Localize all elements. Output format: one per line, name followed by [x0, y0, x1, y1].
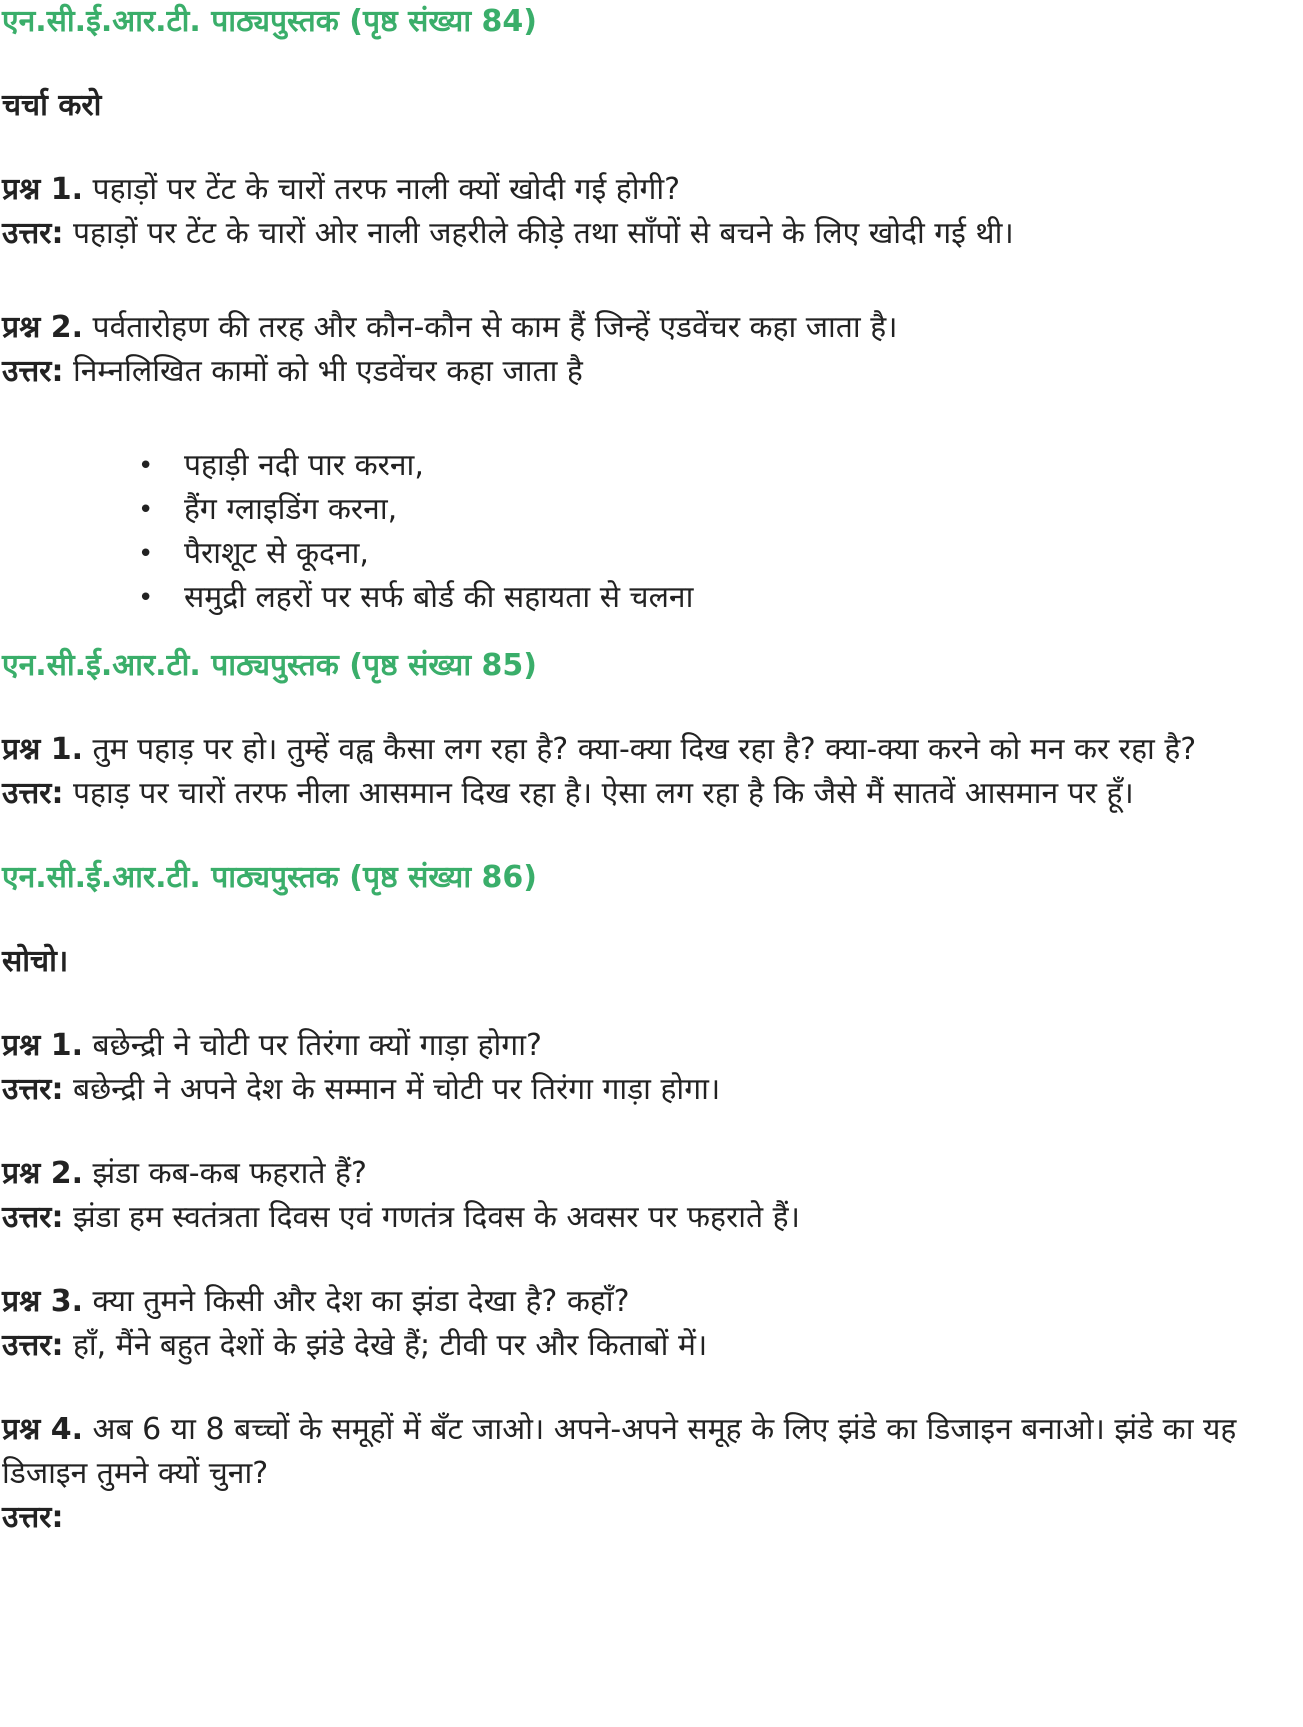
question-text: पर्वतारोहण की तरह और कौन-कौन से काम हैं जिन्हें एडवेंचर कहा जाता है। [92, 310, 898, 345]
question [2, 1408, 1303, 1496]
answer-label: उत्तर: [2, 216, 64, 251]
list-item: • पैराशूट से कूदना, [184, 532, 1303, 576]
answer-label: उत्तर: [2, 354, 64, 389]
answer-label: उत्तर: [2, 1072, 64, 1107]
qa-block [2, 1280, 1303, 1368]
question [2, 1152, 1303, 1196]
qa-block [2, 306, 1303, 620]
question [2, 1024, 1303, 1068]
question-label: प्रश्न 1. [2, 1028, 83, 1063]
answer-label: उत्तर: [2, 776, 64, 811]
question-label: प्रश्न 1. [2, 732, 83, 767]
bullet-list [2, 444, 1303, 620]
list-item: • पहाड़ी नदी पार करना, [184, 444, 1303, 488]
section-page-86 [2, 856, 1303, 1540]
answer-label: उत्तर: [2, 1328, 64, 1363]
qa-block [2, 728, 1303, 816]
section-subheading: सोचो। [2, 944, 69, 979]
answer [2, 1068, 1303, 1112]
answer [2, 350, 1303, 394]
answer-text: बछेन्द्री ने अपने देश के सम्मान में चोटी पर तिरंगा गाड़ा होगा। [72, 1072, 721, 1107]
bullet-icon: • [138, 539, 154, 569]
question-text: पहाड़ों पर टेंट के चारों तरफ नाली क्यों खोदी गई होगी? [92, 172, 681, 207]
answer-text: झंडा हम स्वतंत्रता दिवस एवं गणतंत्र दिवस के अवसर पर फहराते हैं। [72, 1200, 800, 1235]
section-subheading: चर्चा करो [2, 88, 102, 123]
question-label: प्रश्न 4. [2, 1412, 83, 1447]
question-label: प्रश्न 1. [2, 172, 83, 207]
question [2, 1280, 1303, 1324]
bullet-icon: • [138, 495, 154, 525]
list-item: • समुद्री लहरों पर सर्फ बोर्ड की सहायता से चलना [184, 576, 1303, 620]
section-page-84 [2, 0, 1303, 620]
question [2, 306, 1303, 350]
answer [2, 212, 1303, 256]
answer-text: हाँ, मैंने बहुत देशों के झंडे देखे हैं; टीवी पर और किताबों में। [72, 1328, 708, 1363]
bullet-icon: • [138, 583, 154, 613]
answer [2, 1496, 1303, 1540]
qa-block [2, 1408, 1303, 1540]
section-heading: एन.सी.ई.आर.टी. पाठ्यपुस्तक (पृष्ठ संख्या 85) [2, 648, 538, 683]
question-label: प्रश्न 2. [2, 1156, 83, 1191]
answer-label: उत्तर: [2, 1200, 64, 1235]
answer-text: पहाड़ पर चारों तरफ नीला आसमान दिख रहा है। ऐसा लग रहा है कि जैसे मैं सातवें आसमान पर हूँ। [72, 776, 1134, 811]
question-label: प्रश्न 3. [2, 1284, 83, 1319]
question-text: क्या तुमने किसी और देश का झंडा देखा है? कहाँ? [92, 1284, 630, 1319]
question-label: प्रश्न 2. [2, 310, 83, 345]
answer [2, 1324, 1303, 1368]
bullet-icon: • [138, 451, 154, 481]
answer [2, 772, 1303, 816]
question-text: झंडा कब-कब फहराते हैं? [92, 1156, 367, 1191]
qa-block [2, 168, 1303, 256]
answer-text: पहाड़ों पर टेंट के चारों ओर नाली जहरीले कीड़े तथा साँपों से बचने के लिए खोदी गई थी। [72, 216, 1014, 251]
qa-block [2, 1152, 1303, 1240]
section-page-85 [2, 644, 1303, 816]
answer-text: निम्नलिखित कामों को भी एडवेंचर कहा जाता है [72, 354, 583, 389]
section-heading: एन.सी.ई.आर.टी. पाठ्यपुस्तक (पृष्ठ संख्या 86) [2, 860, 538, 895]
answer [2, 1196, 1303, 1240]
question [2, 728, 1303, 772]
section-heading: एन.सी.ई.आर.टी. पाठ्यपुस्तक (पृष्ठ संख्या 84) [2, 4, 538, 39]
question-text: बछेन्द्री ने चोटी पर तिरंगा क्यों गाड़ा होगा? [92, 1028, 542, 1063]
question [2, 168, 1303, 212]
question-text: अब 6 या 8 बच्चों के समूहों में बँट जाओ। अपने-अपने समूह के लिए झंडे का डिजाइन बनाओ। झंडे का यह डिजाइन तुमने क्यों चुना? [2, 1412, 1237, 1491]
answer-label: उत्तर: [2, 1500, 64, 1535]
list-item: • हैंग ग्लाइडिंग करना, [184, 488, 1303, 532]
question-text: तुम पहाड़ पर हो। तुम्हें वह्व कैसा लग रहा है? क्या-क्या दिख रहा है? क्या-क्या करने को मन कर रहा है? [92, 732, 1197, 767]
qa-block [2, 1024, 1303, 1112]
